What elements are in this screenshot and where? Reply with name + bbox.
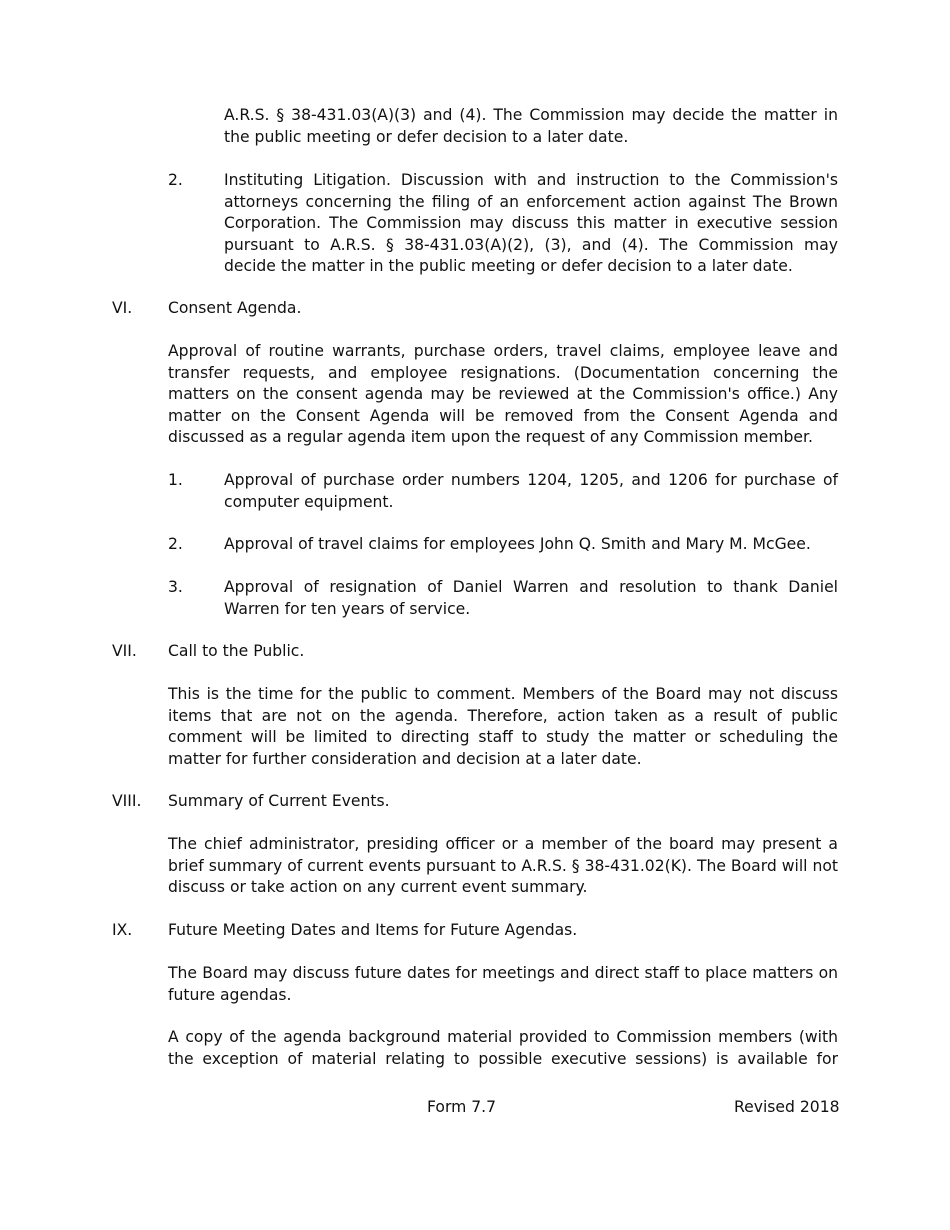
section-body-future-meetings: The Board may discuss future dates for meetings and direct staff to place matters on future agendas. — [168, 964, 838, 1004]
section-title-consent-agenda: Consent Agenda. — [168, 299, 302, 317]
section-number-vi: VI. — [112, 299, 133, 317]
section-number-viii: VIII. — [112, 792, 142, 810]
footer-revised-date: Revised 2018 — [734, 1098, 840, 1116]
footer-form-number: Form 7.7 — [427, 1098, 497, 1116]
section-number-vii: VII. — [112, 642, 137, 660]
section-body-call-to-public: This is the time for the public to comment. Members of the Board may not discuss items that are not on the agenda. Therefore, action taken as a result of public comment will be limited to directing staff to study the matter or scheduling the matter for further consideration and decision at a later date. — [168, 685, 838, 768]
item-number: 1. — [168, 471, 183, 489]
section-title-call-to-public: Call to the Public. — [168, 642, 305, 660]
item-text-resignation: Approval of resignation of Daniel Warren and resolution to thank Daniel Warren for ten years of service. — [224, 578, 838, 618]
section-title-future-meetings: Future Meeting Dates and Items for Future Agendas. — [168, 921, 578, 939]
item-text-instituting-litigation: Instituting Litigation. Discussion with and instruction to the Commission's attorneys concerning the filing of an enforcement action against The Brown Corporation. The Commission may discuss this matter in executive session pursuant to A.R.S. § 38-431.03(A)(2), (3), and (4). The Commission may decide the matter in the public meeting or defer decision to a later date. — [224, 171, 838, 275]
item-number: 2. — [168, 535, 183, 553]
section-body-consent-agenda: Approval of routine warrants, purchase orders, travel claims, employee leave and transfer requests, and employee resignations. (Documentation concerning the matters on the consent agenda may be reviewed at the Commission's office.) Any matter on the Consent Agenda will be removed from the Consent Agenda and discussed as a regular agenda item upon the request of any Commission member. — [168, 342, 838, 446]
continuation-paragraph: A.R.S. § 38-431.03(A)(3) and (4). The Commission may decide the matter in the public meeting or defer decision to a later date. — [224, 106, 838, 146]
item-number: 2. — [168, 171, 183, 189]
section-title-current-events: Summary of Current Events. — [168, 792, 390, 810]
section-body-agenda-material: A copy of the agenda background material provided to Commission members (with the exception of material relating to possible executive sessions) is available for — [168, 1028, 838, 1068]
section-number-ix: IX. — [112, 921, 133, 939]
item-text-purchase-orders: Approval of purchase order numbers 1204, 1205, and 1206 for purchase of computer equipment. — [224, 471, 838, 511]
item-text-travel-claims: Approval of travel claims for employees John Q. Smith and Mary M. McGee. — [224, 535, 811, 553]
item-number: 3. — [168, 578, 183, 596]
section-body-current-events: The chief administrator, presiding officer or a member of the board may present a brief summary of current events pursuant to A.R.S. § 38-431.02(K). The Board will not discuss or take action on any current event summary. — [168, 835, 838, 896]
